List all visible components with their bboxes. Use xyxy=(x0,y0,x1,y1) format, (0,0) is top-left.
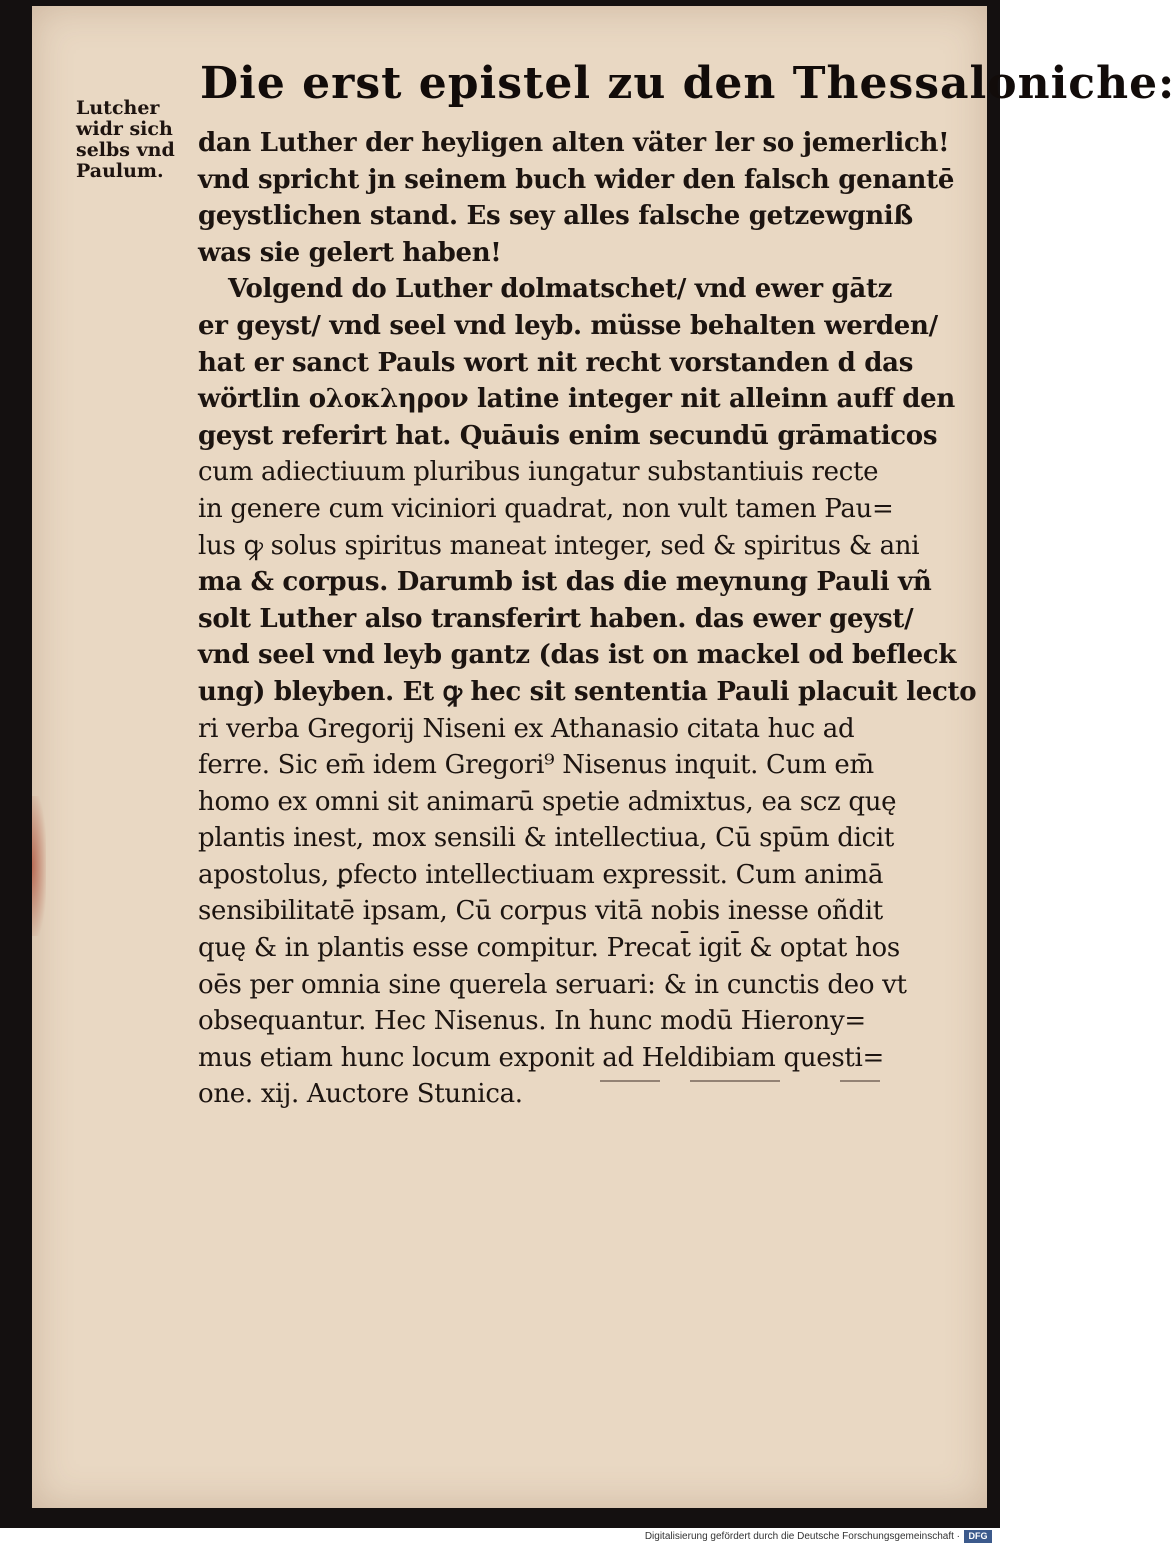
ornament-rule xyxy=(840,1080,880,1082)
footer-credit: Digitalisierung gefördert durch die Deutsche Forschungsgemeinschaft · xyxy=(644,1531,960,1542)
text-line: wörtlin ολοκληρον latine integer nit alleinn auff den xyxy=(198,384,955,415)
text-line: obsequantur. Hec Nisenus. In hunc modū Hierony= xyxy=(198,1006,866,1037)
text-line: ferre. Sic em̄ idem Gregori⁹ Nisenus inquit. Cum em̄ xyxy=(198,750,874,781)
text-line: geyst referirt hat. Quāuis enim secundū grāmaticos xyxy=(198,420,938,451)
ornament-rule xyxy=(600,1080,660,1082)
text-line: lus ꝙ solus spiritus maneat integer, sed & spiritus & ani xyxy=(198,530,920,561)
text-line: was sie gelert haben! xyxy=(198,237,502,268)
text-line: ri verba Gregorij Niseni ex Athanasio citata huc ad xyxy=(198,713,855,744)
body-text xyxy=(198,125,977,1113)
text-line: ung) bleyben. Et ꝙ hec sit sententia Pauli placuit lecto xyxy=(198,676,977,707)
text-line: solt Luther also transferirt haben. das ewer geyst/ xyxy=(198,603,914,634)
text-line: homo ex omni sit animarū spetie admixtus, ea scz quę xyxy=(198,786,897,817)
page-stain xyxy=(32,796,46,936)
text-line: one. xij. Auctore Stunica. xyxy=(198,1079,523,1110)
text-line: quę & in plantis esse compitur. Precat̄ igit̄ & optat hos xyxy=(198,933,900,964)
ornament-rule xyxy=(690,1080,780,1082)
marginal-line: widr sich xyxy=(76,118,173,140)
text-line: apostolus, ꝑfecto intellectiuam expressit. Cum animā xyxy=(198,859,884,890)
text-line: dan Luther der heyligen alten väter ler so jemerlich! xyxy=(198,128,950,158)
text-line: in genere cum viciniori quadrat, non vult tamen Pau= xyxy=(198,493,894,524)
marginal-line: selbs vnd xyxy=(76,139,175,161)
text-line: vnd seel vnd leyb gantz (das ist on mackel od befleck xyxy=(198,640,957,671)
text-line: cum adiectiuum pluribus iungatur substantiuis recte xyxy=(198,457,879,488)
text-line: er geyst/ vnd seel vnd leyb. müsse behalten werden/ xyxy=(198,310,938,341)
marginal-note xyxy=(76,98,196,182)
text-line: geystlichen stand. Es sey alles falsche getzewgniß xyxy=(198,201,913,232)
marginal-line: Paulum. xyxy=(76,160,164,182)
text-line: plantis inest, mox sensili & intellectiua, Cū spūm dicit xyxy=(198,823,895,854)
text-line: hat er sanct Pauls wort nit recht vorstanden d das xyxy=(198,347,914,378)
dfg-logo: DFG xyxy=(964,1530,992,1543)
page-title: Die erst epistel zu den Thessaloniche: xyxy=(200,58,1175,109)
text-line: sensibilitatē ipsam, Cū corpus vitā nobis inesse oñdit xyxy=(198,896,883,927)
text-line: oēs per omnia sine querela seruari: & in cunctis deo vt xyxy=(198,969,907,1000)
text-line: mus etiam hunc locum exponit ad Heldibiam questi= xyxy=(198,1042,885,1073)
marginal-line: Lutcher xyxy=(76,97,160,119)
text-line: vnd spricht jn seinem buch wider den falsch genantē xyxy=(198,164,955,195)
text-line: Volgend do Luther dolmatschet/ vnd ewer gātz xyxy=(228,274,893,305)
text-line: ma & corpus. Darumb ist das die meynung Pauli vñ xyxy=(198,567,932,598)
